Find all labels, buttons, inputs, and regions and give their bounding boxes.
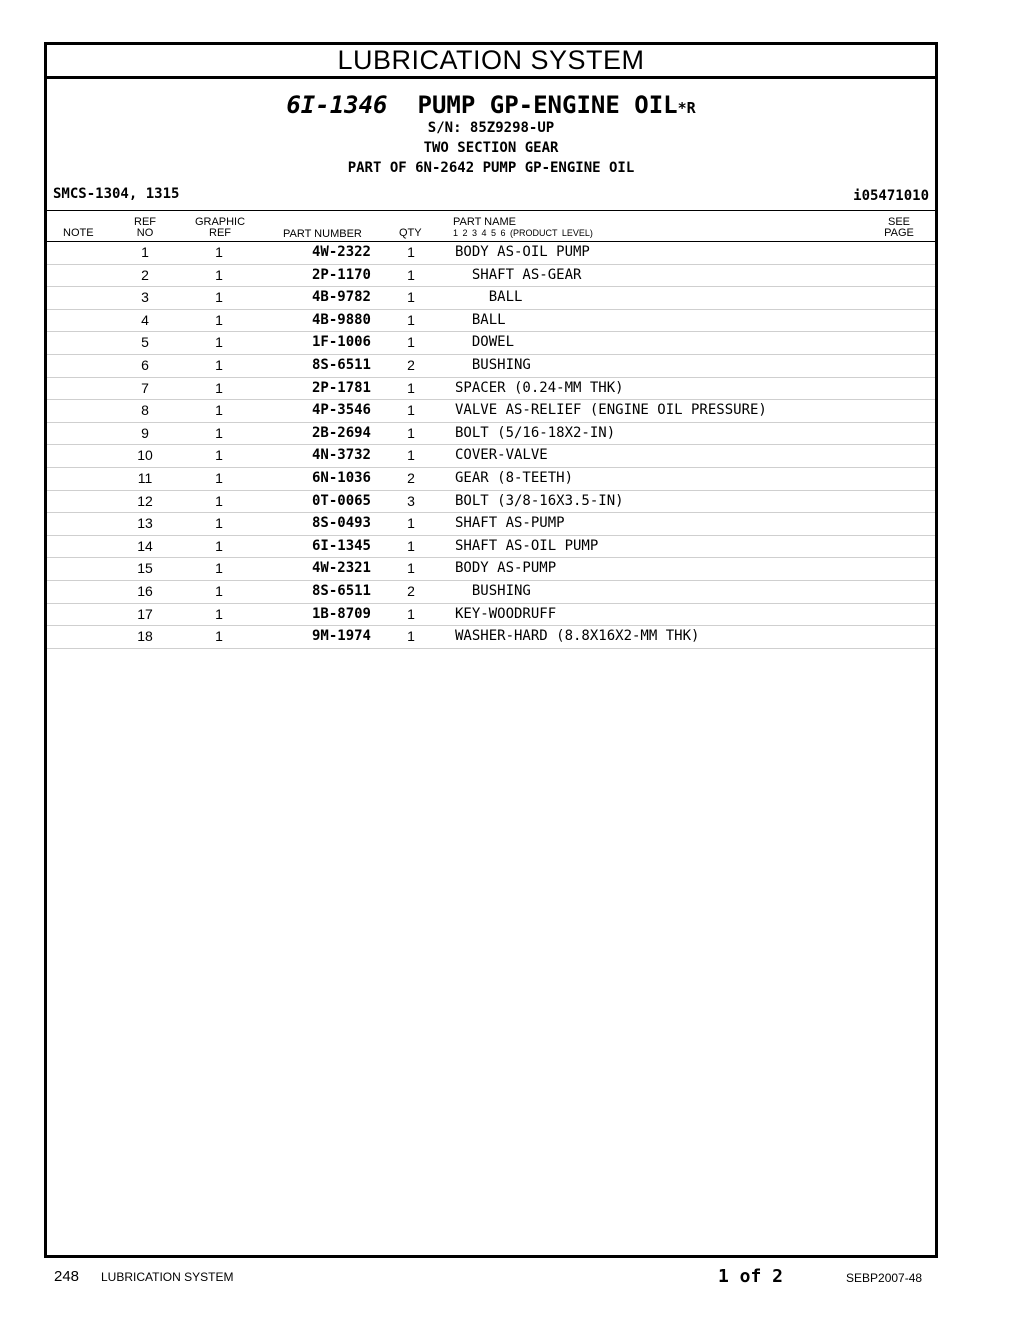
graphic-ref-cell: 1 [215,628,223,645]
page-number: 248 [54,1268,80,1285]
part-name-cell: SHAFT AS-OIL PUMP [455,537,599,554]
part-name-cell: SPACER (0.24-MM THK) [455,379,624,396]
table-row [47,536,935,559]
part-number-cell: 2P-1781 [311,379,371,396]
qty-cell: 1 [407,447,415,464]
table-row [47,355,935,378]
col-product-levels: 1 2 3 4 5 6 (PRODUCT LEVEL) [453,228,593,238]
ref-no-cell: 4 [141,311,149,328]
table-row [47,265,935,288]
table-row [47,378,935,401]
qty-cell: 1 [407,379,415,396]
part-name-cell: BUSHING [455,582,531,599]
col-see-line1: SEE [887,216,910,228]
parts-page-frame [44,42,938,1258]
graphic-ref-cell: 1 [215,334,223,351]
col-ref-no-line2: NO [136,227,154,239]
ref-no-cell: 14 [137,537,153,554]
part-number-cell: 2B-2694 [311,424,371,441]
part-number-cell: 1F-1006 [311,334,371,351]
part-name-cell: DOWEL [455,334,515,351]
qty-cell: 1 [407,402,415,419]
part-name-cell: BOLT (5/16-18X2-IN) [455,424,616,441]
qty-cell: 2 [407,469,415,486]
part-name-cell: SHAFT AS-GEAR [455,266,582,283]
table-row [47,445,935,468]
qty-cell: 1 [407,515,415,532]
graphic-ref-cell: 1 [215,447,223,464]
ref-no-cell: 17 [137,605,153,622]
col-graphic-line1: GRAPHIC [194,216,246,228]
ref-no-cell: 15 [137,560,153,577]
parts-list [47,242,935,649]
graphic-ref-cell: 1 [215,582,223,599]
col-see-line2: PAGE [884,227,914,239]
col-part-number: PART NUMBER [283,228,362,240]
part-number-cell: 4N-3732 [311,447,371,464]
page-of: 1 of 2 [718,1266,784,1287]
part-suffix: *R [677,99,696,117]
parent-assembly: PART OF 6N-2642 PUMP GP-ENGINE OIL [347,160,635,176]
part-name-cell: WASHER-HARD (8.8X16X2-MM THK) [455,628,700,645]
part-header [47,79,935,211]
qty-cell: 1 [407,289,415,306]
col-see-page [881,217,917,239]
qty-cell: 1 [407,311,415,328]
part-description: TWO SECTION GEAR [423,140,559,156]
table-row [47,604,935,627]
page-footer [0,1268,1020,1292]
qty-cell: 1 [407,560,415,577]
part-number-cell: 8S-6511 [311,582,371,599]
graphic-ref-cell: 1 [215,311,223,328]
col-graphic-line2: REF [209,227,231,239]
table-row [47,332,935,355]
col-qty: QTY [399,227,422,239]
part-name-cell: BODY AS-OIL PUMP [455,244,590,260]
graphic-ref-cell: 1 [215,244,223,260]
ref-no-cell: 10 [137,447,153,464]
graphic-ref-cell: 1 [215,492,223,509]
qty-cell: 2 [407,356,415,373]
part-name-cell: GEAR (8-TEETH) [455,469,574,486]
col-ref-no-line1: REF [134,216,156,228]
part-name-cell: BODY AS-PUMP [455,560,557,577]
qty-cell: 1 [407,334,415,351]
part-name-cell: KEY-WOODRUFF [455,605,557,622]
col-note: NOTE [63,227,94,239]
part-name-cell: BALL [455,289,523,306]
table-row [47,310,935,333]
ref-no-cell: 18 [137,628,153,645]
part-number-cell: 6I-1345 [311,537,371,554]
part-name-cell: BOLT (3/8-16X3.5-IN) [455,492,624,509]
table-row [47,581,935,604]
part-name-cell: VALVE AS-RELIEF (ENGINE OIL PRESSURE) [455,402,767,419]
part-number-cell: 4B-9880 [311,311,371,328]
part-number-cell: 4P-3546 [311,402,371,419]
col-ref-no [131,217,159,239]
qty-cell: 1 [407,537,415,554]
graphic-ref-cell: 1 [215,605,223,622]
part-number-cell: 8S-0493 [311,515,371,532]
ref-no-cell: 16 [137,582,153,599]
ref-no-cell: 12 [137,492,153,509]
qty-cell: 3 [407,492,415,509]
part-number-cell: 0T-0065 [311,492,371,509]
part-number-title: 6I-1346 [286,91,388,119]
graphic-ref-cell: 1 [215,356,223,373]
part-title [47,91,935,119]
part-number-cell: 2P-1170 [311,266,371,283]
qty-cell: 1 [407,628,415,645]
graphic-ref-cell: 1 [215,266,223,283]
ref-no-cell: 11 [137,469,153,486]
table-row [47,287,935,310]
illustration-id: i05471010 [853,188,929,204]
document-id: SEBP2007-48 [846,1271,923,1285]
section-title: LUBRICATION SYSTEM [47,45,935,79]
part-number-cell: 6N-1036 [311,469,371,486]
ref-no-cell: 1 [141,244,149,260]
part-name-cell: COVER-VALVE [455,447,548,464]
ref-no-cell: 7 [141,379,149,396]
graphic-ref-cell: 1 [215,537,223,554]
part-number-cell: 1B-8709 [311,605,371,622]
col-part-name: PART NAME [453,216,516,228]
part-number-cell: 4B-9782 [311,289,371,306]
table-row [47,242,935,265]
qty-cell: 1 [407,266,415,283]
graphic-ref-cell: 1 [215,560,223,577]
part-name-title: PUMP GP-ENGINE OIL [417,91,678,119]
table-row [47,626,935,649]
part-name-cell: BUSHING [455,356,531,373]
part-name-cell: SHAFT AS-PUMP [455,515,565,532]
table-row [47,513,935,536]
serial-number-range: S/N: 85Z9298-UP [427,120,555,136]
ref-no-cell: 13 [137,515,153,532]
part-number-cell: 4W-2322 [311,244,371,260]
graphic-ref-cell: 1 [215,515,223,532]
ref-no-cell: 5 [141,334,149,351]
table-row [47,491,935,514]
part-number-cell: 8S-6511 [311,356,371,373]
table-header [47,211,935,242]
table-row [47,558,935,581]
part-number-cell: 4W-2321 [311,560,371,577]
graphic-ref-cell: 1 [215,289,223,306]
part-number-cell: 9M-1974 [311,628,371,645]
graphic-ref-cell: 1 [215,469,223,486]
table-row [47,423,935,446]
part-name-cell: BALL [455,311,506,328]
qty-cell: 1 [407,244,415,260]
ref-no-cell: 3 [141,289,149,306]
graphic-ref-cell: 1 [215,379,223,396]
table-row [47,400,935,423]
smcs-codes: SMCS-1304, 1315 [53,186,180,202]
qty-cell: 2 [407,582,415,599]
graphic-ref-cell: 1 [215,424,223,441]
ref-no-cell: 2 [141,266,149,283]
col-graphic-ref [193,217,247,239]
graphic-ref-cell: 1 [215,402,223,419]
ref-no-cell: 9 [141,424,149,441]
footer-section: LUBRICATION SYSTEM [101,1270,234,1284]
ref-no-cell: 6 [141,356,149,373]
qty-cell: 1 [407,605,415,622]
qty-cell: 1 [407,424,415,441]
table-row [47,468,935,491]
ref-no-cell: 8 [141,402,149,419]
